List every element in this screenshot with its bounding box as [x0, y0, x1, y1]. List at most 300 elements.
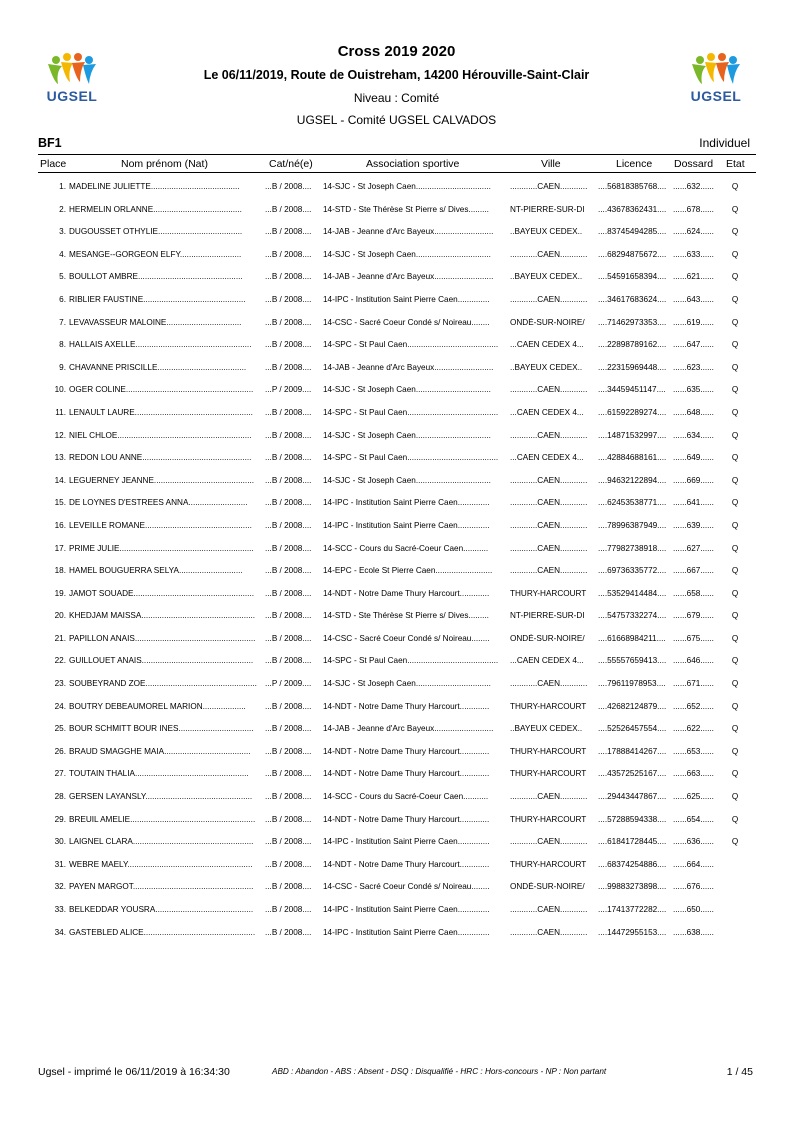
row-status: Q	[731, 362, 739, 372]
row-status: Q	[731, 498, 739, 508]
row-name: OGER COLINE........................................................	[69, 385, 254, 395]
row-city: ............CAEN............	[510, 294, 588, 304]
row-name: HALLAIS AXELLE...................................................	[69, 340, 252, 350]
row-association: 14-JAB - Jeanne d'Arc Bayeux..........................	[323, 272, 494, 282]
row-category: ...B / 2008....	[265, 272, 312, 282]
table-row	[0, 832, 793, 855]
row-place: 1.	[59, 182, 66, 191]
ugsel-wordmark: UGSEL	[690, 88, 742, 104]
row-bib: ......638......	[673, 927, 714, 937]
row-category: ...B / 2008....	[265, 317, 312, 327]
table-row	[0, 200, 793, 223]
row-place: 8.	[59, 340, 66, 350]
row-bib: ......663......	[673, 769, 714, 779]
row-licence: ....77982738918....	[598, 543, 667, 553]
row-status: Q	[731, 611, 739, 621]
row-category: ...B / 2008....	[265, 746, 312, 756]
row-bib: ......679......	[673, 611, 714, 621]
results-table	[0, 177, 793, 945]
row-city: THURY-HARCOURT	[510, 588, 587, 598]
row-bib: ......639......	[673, 520, 714, 530]
row-name: LEVAVASSEUR MALOINE.................................	[69, 317, 242, 327]
row-category: ...B / 2008....	[265, 611, 312, 621]
row-bib: ......654......	[673, 814, 714, 824]
row-name: LENAULT LAURE....................................................	[69, 407, 253, 417]
row-licence: ....55557659413....	[598, 656, 667, 666]
col-assoc: Association sportive	[366, 158, 460, 170]
row-city: ONDÉ-SUR-NOIRE/	[510, 633, 585, 643]
row-category: ...B / 2008....	[265, 227, 312, 237]
row-category: ...B / 2008....	[265, 769, 312, 779]
row-category: ...B / 2008....	[265, 882, 312, 892]
row-licence: ....34459451147....	[598, 385, 666, 395]
row-bib: ......635......	[673, 385, 714, 395]
row-status: Q	[731, 407, 739, 417]
row-category: ...B / 2008....	[265, 566, 312, 576]
row-place: 9.	[59, 362, 66, 372]
row-city: ............CAEN............	[510, 475, 588, 485]
row-city: THURY-HARCOURT	[510, 769, 587, 779]
table-row	[0, 493, 793, 516]
row-category: ...B / 2008....	[265, 204, 312, 214]
row-bib: ......624......	[673, 227, 714, 237]
row-association: 14-SJC - St Joseph Caen.................................	[323, 475, 491, 485]
row-city: ............CAEN............	[510, 182, 588, 191]
row-licence: ....56818385768....	[598, 182, 667, 191]
table-row	[0, 448, 793, 471]
row-name: NIEL CHLOE...........................................................	[69, 430, 252, 440]
row-bib: ......625......	[673, 792, 714, 802]
table-row	[0, 810, 793, 833]
row-licence: ....71462973353....	[598, 317, 667, 327]
row-status: Q	[731, 182, 739, 191]
table-row	[0, 787, 793, 810]
row-association: 14-IPC - Institution Saint Pierre Caen..............	[323, 837, 490, 847]
row-association: 14-STD - Ste Thérèse St Pierre s/ Dives.........	[323, 204, 489, 214]
row-category: ...B / 2008....	[265, 588, 312, 598]
row-association: 14-SJC - St Joseph Caen.................................	[323, 182, 491, 191]
row-bib: ......678......	[673, 204, 714, 214]
table-row	[0, 222, 793, 245]
row-bib: ......650......	[673, 905, 714, 914]
row-name: BOUR SCHMITT BOUR INES.................................	[69, 724, 254, 734]
row-category: ...B / 2008....	[265, 407, 312, 417]
table-row	[0, 539, 793, 562]
row-association: 14-SCC - Cours du Sacré-Coeur Caen...........	[323, 792, 489, 802]
row-place: 34.	[54, 927, 66, 937]
row-status: Q	[731, 227, 739, 237]
row-status: Q	[731, 249, 739, 259]
row-city: THURY-HARCOURT	[510, 701, 587, 711]
row-city: ..BAYEUX CEDEX..	[510, 724, 583, 734]
row-licence: ....61668984211....	[598, 633, 666, 643]
table-row	[0, 403, 793, 426]
row-category: ...B / 2008....	[265, 430, 312, 440]
row-city: ............CAEN............	[510, 543, 588, 553]
table-row	[0, 900, 793, 923]
row-category: ...B / 2008....	[265, 724, 312, 734]
row-city: ............CAEN............	[510, 927, 588, 937]
row-association: 14-NDT - Notre Dame Thury Harcourt.............	[323, 769, 490, 779]
row-association: 14-NDT - Notre Dame Thury Harcourt.............	[323, 746, 490, 756]
row-place: 28.	[54, 792, 66, 802]
row-status: Q	[731, 430, 739, 440]
row-bib: ......647......	[673, 340, 714, 350]
row-name: MADELINE JULIETTE.......................................	[69, 182, 240, 191]
row-city: ............CAEN............	[510, 837, 588, 847]
row-name: LEGUERNEY JEANNE............................................	[69, 475, 255, 485]
row-association: 14-CSC - Sacré Coeur Condé s/ Noireau........	[323, 633, 490, 643]
row-status: Q	[731, 679, 739, 689]
row-city: THURY-HARCOURT	[510, 746, 587, 756]
row-association: 14-JAB - Jeanne d'Arc Bayeux..........................	[323, 362, 494, 372]
row-association: 14-IPC - Institution Saint Pierre Caen..............	[323, 498, 490, 508]
table-header	[38, 154, 756, 173]
row-status: Q	[731, 814, 739, 824]
row-city: ...CAEN CEDEX 4...	[510, 407, 584, 417]
row-licence: ....43678362431....	[598, 204, 667, 214]
row-place: 18.	[54, 566, 66, 576]
table-row	[0, 764, 793, 787]
row-city: ..BAYEUX CEDEX..	[510, 362, 583, 372]
table-row	[0, 177, 793, 200]
row-status: Q	[731, 340, 739, 350]
row-association: 14-CSC - Sacré Coeur Condé s/ Noireau........	[323, 317, 490, 327]
row-licence: ....68374254886....	[598, 859, 667, 869]
table-row	[0, 877, 793, 900]
row-city: ............CAEN............	[510, 498, 588, 508]
row-association: 14-JAB - Jeanne d'Arc Bayeux..........................	[323, 227, 494, 237]
row-status: Q	[731, 792, 739, 802]
row-name: PAYEN MARGOT.....................................................	[69, 882, 254, 892]
row-bib: ......622......	[673, 724, 714, 734]
row-name: BREUIL AMELIE.......................................................	[69, 814, 256, 824]
row-category: ...B / 2008....	[265, 837, 312, 847]
row-city: ............CAEN............	[510, 385, 588, 395]
row-status: Q	[731, 701, 739, 711]
row-category: ...B / 2008....	[265, 814, 312, 824]
row-place: 6.	[59, 294, 66, 304]
row-name: RIBLIER FAUSTINE.............................................	[69, 294, 246, 304]
row-place: 29.	[54, 814, 66, 824]
row-bib: ......627......	[673, 543, 714, 553]
row-place: 22.	[54, 656, 66, 666]
row-status: Q	[731, 204, 739, 214]
row-status: Q	[731, 769, 739, 779]
row-association: 14-NDT - Notre Dame Thury Harcourt.............	[323, 588, 490, 598]
row-name: KHEDJAM MAISSA..................................................	[69, 611, 256, 621]
row-licence: ....79611978953....	[598, 679, 666, 689]
row-category: ...B / 2008....	[265, 656, 312, 666]
row-city: ............CAEN............	[510, 905, 588, 914]
row-city: ..BAYEUX CEDEX..	[510, 227, 583, 237]
row-place: 11.	[55, 407, 66, 417]
row-licence: ....53529414484....	[598, 588, 667, 598]
row-city: ...CAEN CEDEX 4...	[510, 340, 584, 350]
table-row	[0, 606, 793, 629]
row-name: LAIGNEL CLARA.....................................................	[69, 837, 254, 847]
table-row	[0, 719, 793, 742]
row-association: 14-SJC - St Joseph Caen.................................	[323, 249, 491, 259]
row-licence: ....99883273898....	[598, 882, 667, 892]
row-category: ...P / 2009....	[265, 385, 312, 395]
row-association: 14-NDT - Notre Dame Thury Harcourt.............	[323, 859, 490, 869]
row-bib: ......664......	[673, 859, 714, 869]
row-licence: ....69736335772....	[598, 566, 667, 576]
status-legend: ABD : Abandon - ABS : Absent - DSQ : Disqualifié - HRC : Hors-concours - NP : Non partant	[272, 1067, 607, 1076]
row-city: ............CAEN............	[510, 249, 588, 259]
row-association: 14-IPC - Institution Saint Pierre Caen..............	[323, 927, 490, 937]
row-city: NT-PIERRE-SUR-DI	[510, 204, 585, 214]
row-licence: ....54591658394....	[598, 272, 667, 282]
row-name: GERSEN LAYANSLY...............................................	[69, 792, 253, 802]
table-row	[0, 584, 793, 607]
row-category: ...B / 2008....	[265, 905, 312, 914]
col-etat: Etat	[726, 158, 745, 170]
row-category: ...B / 2008....	[265, 294, 312, 304]
row-status: Q	[731, 475, 739, 485]
row-place: 7.	[59, 317, 66, 327]
row-place: 21.	[54, 633, 66, 643]
row-category: ...B / 2008....	[265, 340, 312, 350]
level-label: Niveau : Comité	[353, 91, 440, 105]
row-name: SOUBEYRAND ZOE.................................................	[69, 679, 257, 689]
table-row	[0, 335, 793, 358]
row-association: 14-SJC - St Joseph Caen.................................	[323, 385, 491, 395]
row-name: GUILLOUET ANAIS.................................................	[69, 656, 254, 666]
row-bib: ......653......	[673, 746, 714, 756]
row-place: 4.	[59, 249, 66, 259]
row-place: 27.	[54, 769, 66, 779]
col-licence: Licence	[616, 158, 653, 170]
category-type: Individuel	[699, 136, 750, 150]
row-bib: ......641......	[673, 498, 714, 508]
row-association: 14-SJC - St Joseph Caen.................................	[323, 679, 491, 689]
page-number: 1 / 45	[726, 1066, 753, 1078]
row-licence: ....34617683624....	[598, 294, 667, 304]
table-row	[0, 697, 793, 720]
row-licence: ....61841728445....	[598, 837, 667, 847]
row-place: 33.	[54, 905, 66, 914]
row-licence: ....22898789162....	[598, 340, 667, 350]
row-category: ...B / 2008....	[265, 453, 312, 463]
row-association: 14-EPC - Ecole St Pierre Caen.........................	[323, 566, 493, 576]
row-bib: ......633......	[673, 249, 714, 259]
row-place: 26.	[54, 746, 66, 756]
row-bib: ......646......	[673, 656, 714, 666]
row-city: ............CAEN............	[510, 520, 588, 530]
row-association: 14-IPC - Institution Saint Pierre Caen..............	[323, 905, 490, 914]
row-licence: ....22315969448....	[598, 362, 667, 372]
row-bib: ......658......	[673, 588, 714, 598]
row-licence: ....54757332274....	[598, 611, 667, 621]
row-place: 32.	[54, 882, 66, 892]
row-bib: ......632......	[673, 182, 714, 191]
table-row	[0, 855, 793, 878]
row-bib: ......671......	[673, 679, 714, 689]
row-status: Q	[731, 453, 739, 463]
row-status: Q	[731, 566, 739, 576]
row-association: 14-IPC - Institution Saint Pierre Caen..............	[323, 294, 490, 304]
row-status: Q	[731, 385, 739, 395]
row-licence: ....57288594338....	[598, 814, 667, 824]
row-association: 14-IPC - Institution Saint Pierre Caen..............	[323, 520, 490, 530]
row-name: HAMEL BOUGUERRA SELYA............................	[69, 566, 243, 576]
row-name: GASTEBLED ALICE.................................................	[69, 927, 256, 937]
row-licence: ....68294875672....	[598, 249, 667, 259]
row-licence: ....17888414267....	[598, 746, 667, 756]
row-licence: ....62453538771....	[598, 498, 667, 508]
table-row	[0, 245, 793, 268]
row-city: ............CAEN............	[510, 430, 588, 440]
col-cat: Cat/né(e)	[269, 158, 313, 170]
table-row	[0, 674, 793, 697]
row-name: WEBRE MAELY.......................................................	[69, 859, 253, 869]
col-dossard: Dossard	[674, 158, 714, 170]
row-status: Q	[731, 746, 739, 756]
row-licence: ....94632122894....	[598, 475, 667, 485]
row-status: Q	[731, 656, 739, 666]
row-category: ...B / 2008....	[265, 249, 312, 259]
row-licence: ....14871532997....	[598, 430, 667, 440]
row-name: BOULLOT AMBRE..............................................	[69, 272, 243, 282]
category-line	[38, 136, 750, 152]
row-association: 14-SPC - St Paul Caen........................................	[323, 656, 499, 666]
row-place: 20.	[54, 611, 66, 621]
row-name: MESANGE--GORGEON ELFY...........................	[69, 249, 242, 259]
table-row	[0, 267, 793, 290]
row-category: ...B / 2008....	[265, 520, 312, 530]
row-name: DE LOYNES D'ESTREES ANNA..........................	[69, 498, 248, 508]
row-bib: ......667......	[673, 566, 714, 576]
organization-label: UGSEL - Comité UGSEL CALVADOS	[296, 113, 497, 127]
row-place: 16.	[54, 520, 66, 530]
table-row	[0, 313, 793, 336]
table-row	[0, 742, 793, 765]
row-status: Q	[731, 520, 739, 530]
row-licence: ....52526457554....	[598, 724, 667, 734]
row-city: ..BAYEUX CEDEX..	[510, 272, 583, 282]
row-place: 15.	[54, 498, 66, 508]
row-place: 31.	[54, 859, 66, 869]
row-city: ............CAEN............	[510, 792, 588, 802]
row-place: 5.	[59, 272, 66, 282]
row-city: ONDÉ-SUR-NOIRE/	[510, 317, 585, 327]
row-name: HERMELIN ORLANNE.......................................	[69, 204, 242, 214]
row-place: 19.	[54, 588, 66, 598]
row-name: PRIME JULIE...........................................................	[69, 543, 254, 553]
row-place: 12.	[54, 430, 66, 440]
table-row	[0, 380, 793, 403]
row-place: 13.	[54, 453, 66, 463]
col-name: Nom prénom (Nat)	[121, 158, 208, 170]
row-city: ...CAEN CEDEX 4...	[510, 656, 584, 666]
row-place: 10.	[54, 385, 66, 395]
row-bib: ......669......	[673, 475, 714, 485]
row-licence: ....17413772282....	[598, 905, 667, 914]
row-category: ...B / 2008....	[265, 362, 312, 372]
row-bib: ......619......	[673, 317, 714, 327]
row-status: Q	[731, 543, 739, 553]
row-city: ...CAEN CEDEX 4...	[510, 453, 584, 463]
ugsel-wordmark: UGSEL	[46, 88, 98, 104]
row-city: ONDÉ-SUR-NOIRE/	[510, 882, 585, 892]
row-status: Q	[731, 272, 739, 282]
row-bib: ......649......	[673, 453, 714, 463]
row-name: BELKEDDAR YOUSRA...........................................	[69, 905, 254, 914]
row-association: 14-STD - Ste Thérèse St Pierre s/ Dives.........	[323, 611, 489, 621]
col-place: Place	[40, 158, 67, 170]
row-name: DUGOUSSET OTHYLIE.....................................	[69, 227, 243, 237]
table-row	[0, 651, 793, 674]
row-status: Q	[731, 317, 739, 327]
col-ville: Ville	[541, 158, 561, 170]
row-licence: ....42884688161....	[598, 453, 667, 463]
row-status: Q	[731, 294, 739, 304]
row-bib: ......648......	[673, 407, 714, 417]
row-association: 14-SPC - St Paul Caen........................................	[323, 340, 499, 350]
row-association: 14-CSC - Sacré Coeur Condé s/ Noireau........	[323, 882, 490, 892]
row-category: ...B / 2008....	[265, 701, 312, 711]
row-association: 14-NDT - Notre Dame Thury Harcourt.............	[323, 814, 490, 824]
row-city: ............CAEN............	[510, 566, 588, 576]
row-status: Q	[731, 588, 739, 598]
row-place: 24.	[54, 701, 66, 711]
row-licence: ....29443447867....	[598, 792, 667, 802]
row-licence: ....61592289274....	[598, 407, 667, 417]
row-category: ...P / 2009....	[265, 679, 312, 689]
row-bib: ......652......	[673, 701, 714, 711]
row-status: Q	[731, 837, 739, 847]
table-row	[0, 923, 793, 946]
row-category: ...B / 2008....	[265, 859, 312, 869]
row-category: ...B / 2008....	[265, 543, 312, 553]
row-name: REDON LOU ANNE................................................	[69, 453, 252, 463]
row-name: BRAUD SMAGGHE MAIA......................................	[69, 746, 251, 756]
row-category: ...B / 2008....	[265, 498, 312, 508]
row-association: 14-JAB - Jeanne d'Arc Bayeux..........................	[323, 724, 494, 734]
row-category: ...B / 2008....	[265, 927, 312, 937]
category-code: BF1	[38, 136, 62, 150]
row-licence: ....42682124879....	[598, 701, 667, 711]
row-status: Q	[731, 724, 739, 734]
row-category: ...B / 2008....	[265, 475, 312, 485]
row-bib: ......621......	[673, 272, 714, 282]
row-category: ...B / 2008....	[265, 792, 312, 802]
row-category: ...B / 2008....	[265, 633, 312, 643]
row-bib: ......676......	[673, 882, 714, 892]
row-place: 2.	[59, 204, 66, 214]
row-place: 30.	[54, 837, 66, 847]
row-category: ...B / 2008....	[265, 182, 312, 191]
row-association: 14-SPC - St Paul Caen........................................	[323, 407, 499, 417]
row-bib: ......634......	[673, 430, 714, 440]
row-licence: ....78996387949....	[598, 520, 667, 530]
table-row	[0, 471, 793, 494]
row-city: ............CAEN............	[510, 679, 588, 689]
table-row	[0, 426, 793, 449]
row-bib: ......675......	[673, 633, 714, 643]
table-row	[0, 516, 793, 539]
row-city: NT-PIERRE-SUR-DI	[510, 611, 585, 621]
row-place: 3.	[59, 227, 66, 237]
print-info: Ugsel - imprimé le 06/11/2019 à 16:34:30	[38, 1066, 230, 1078]
table-row	[0, 629, 793, 652]
row-association: 14-SCC - Cours du Sacré-Coeur Caen...........	[323, 543, 489, 553]
page-title: Cross 2019 2020	[337, 43, 456, 60]
row-place: 23.	[54, 679, 66, 689]
row-status: Q	[731, 633, 739, 643]
